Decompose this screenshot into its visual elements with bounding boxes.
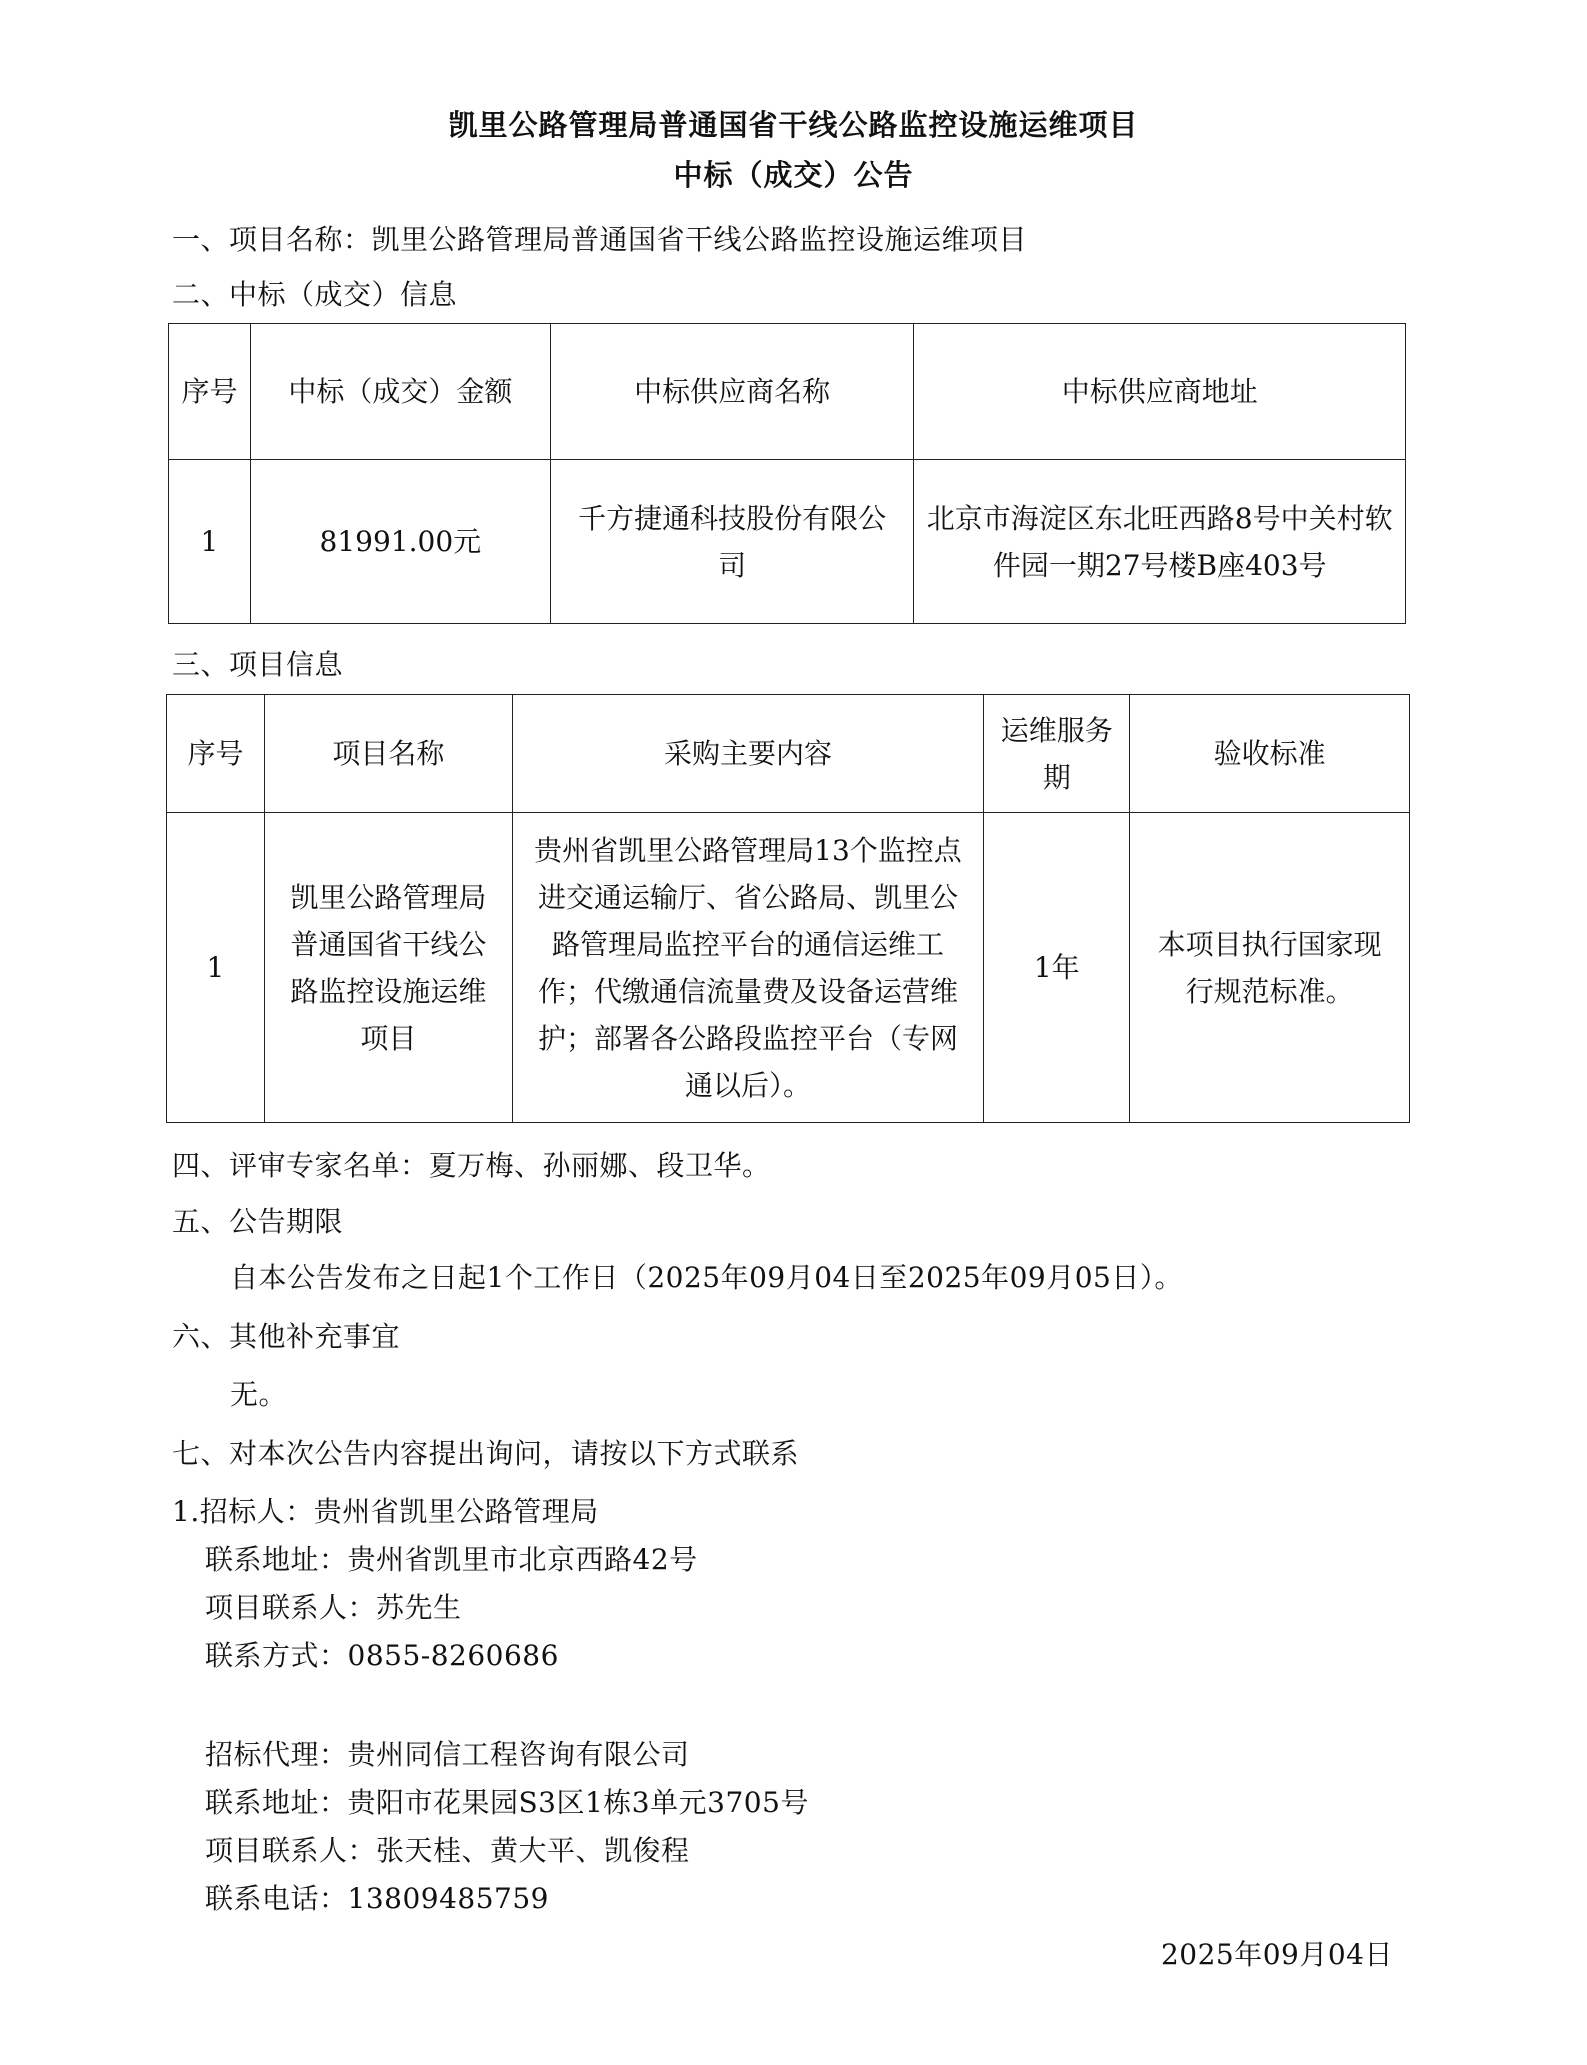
agent-phone: 联系电话：13809485759	[205, 1882, 549, 1915]
header-cell: 序号	[169, 324, 251, 460]
project-name-line: 一、项目名称：凯里公路管理局普通国省干线公路监控设施运维项目	[172, 223, 1028, 256]
award-info-heading: 二、中标（成交）信息	[172, 278, 458, 311]
supplier-address: 北京市海淀区东北旺西路8号中关村软件园一期27号楼B座403号	[914, 460, 1406, 624]
agent-contact: 项目联系人：张天桂、黄大平、凯俊程	[205, 1834, 690, 1867]
document-title: 凯里公路管理局普通国省干线公路监控设施运维项目	[448, 108, 1139, 142]
award-amount: 81991.00元	[250, 460, 550, 624]
other-matters-text: 无。	[230, 1378, 288, 1411]
procurement-content: 贵州省凯里公路管理局13个监控点进交通运输厅、省公路局、凯里公路管理局监控平台的通信运维工作；代缴通信流量费及设备运营维护；部署各公路段监控平台（专网通以后）。	[512, 813, 984, 1123]
buyer-address: 联系地址：贵州省凯里市北京西路42号	[205, 1543, 698, 1576]
header-cell: 项目名称	[264, 695, 512, 813]
other-matters-heading: 六、其他补充事宜	[172, 1320, 401, 1353]
document-subtitle: 中标（成交）公告	[673, 158, 914, 192]
contact-heading: 七、对本次公告内容提出询问，请按以下方式联系	[172, 1437, 800, 1470]
project-info-table	[166, 694, 1410, 1123]
acceptance-standard: 本项目执行国家现行规范标准。	[1130, 813, 1410, 1123]
table-row	[167, 813, 1410, 1123]
header-cell: 采购主要内容	[512, 695, 984, 813]
publish-date: 2025年09月04日	[1160, 1938, 1393, 1971]
header-cell: 验收标准	[1130, 695, 1410, 813]
buyer-line: 1.招标人：贵州省凯里公路管理局	[172, 1495, 599, 1528]
row-number: 1	[169, 460, 251, 624]
buyer-phone: 联系方式：0855-8260686	[205, 1639, 559, 1672]
notice-period-text: 自本公告发布之日起1个工作日（2025年09月04日至2025年09月05日）。	[230, 1261, 1183, 1294]
award-info-table	[168, 323, 1406, 624]
project-info-heading: 三、项目信息	[172, 648, 344, 681]
header-cell: 运维服务期	[984, 695, 1130, 813]
project-name-cell: 凯里公路管理局普通国省干线公路监控设施运维项目	[264, 813, 512, 1123]
header-cell: 中标供应商名称	[550, 324, 914, 460]
notice-period-heading: 五、公告期限	[172, 1205, 344, 1238]
row-number: 1	[167, 813, 265, 1123]
header-cell: 中标供应商地址	[914, 324, 1406, 460]
agent-line: 招标代理：贵州同信工程咨询有限公司	[205, 1738, 690, 1771]
table-header-row	[169, 324, 1406, 460]
agent-address: 联系地址：贵阳市花果园S3区1栋3单元3705号	[205, 1786, 809, 1819]
header-cell: 中标（成交）金额	[250, 324, 550, 460]
expert-list-line: 四、评审专家名单：夏万梅、孙丽娜、段卫华。	[172, 1149, 771, 1182]
buyer-contact: 项目联系人：苏先生	[205, 1591, 462, 1624]
header-cell: 序号	[167, 695, 265, 813]
table-header-row	[167, 695, 1410, 813]
service-period: 1年	[984, 813, 1130, 1123]
supplier-name: 千方捷通科技股份有限公司	[550, 460, 914, 624]
table-row	[169, 460, 1406, 624]
